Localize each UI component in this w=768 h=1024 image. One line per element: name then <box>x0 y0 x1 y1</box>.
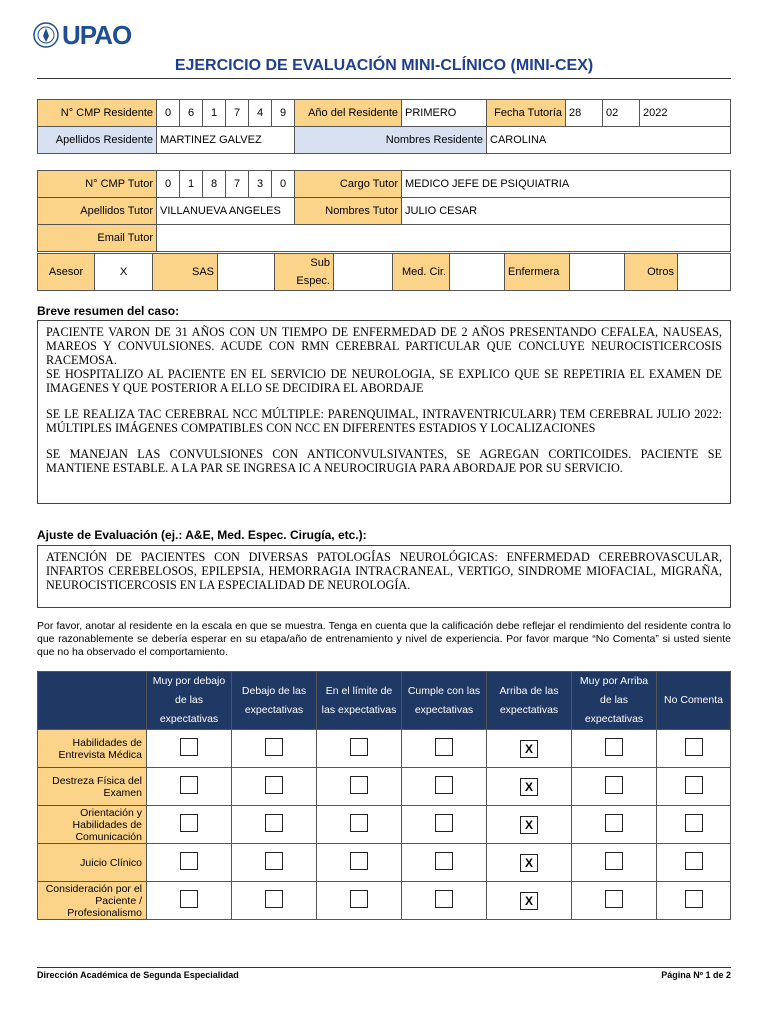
rating-checkbox[interactable] <box>435 738 453 756</box>
tutor-role-table <box>37 253 731 291</box>
rating-checkbox[interactable] <box>685 738 703 756</box>
rating-cell <box>147 844 232 882</box>
rating-checkbox[interactable] <box>605 890 623 908</box>
rating-cell <box>317 882 402 920</box>
tutor-names-value: JULIO CESAR <box>402 198 731 225</box>
rating-cell <box>572 768 657 806</box>
rating-cell <box>487 730 572 768</box>
rating-checkbox[interactable] <box>605 814 623 832</box>
rating-checkbox[interactable] <box>685 814 703 832</box>
tutor-cmp-label: N° CMP Tutor <box>38 171 157 198</box>
title-divider <box>37 78 731 79</box>
tutor-surnames-label: Apellidos Tutor <box>38 198 157 225</box>
footer-divider <box>37 967 731 968</box>
rating-row <box>38 806 731 844</box>
rating-column-header: Arriba de las expectativas <box>487 672 572 730</box>
rating-cell <box>147 730 232 768</box>
tutor-email-value <box>157 225 731 252</box>
rating-checkbox[interactable] <box>265 738 283 756</box>
tutor-cmp-digit: 1 <box>180 171 203 198</box>
rating-checkbox[interactable] <box>180 776 198 794</box>
rating-checkbox[interactable] <box>685 776 703 794</box>
rating-cell <box>232 806 317 844</box>
tutor-table <box>37 170 731 252</box>
rating-checkbox[interactable] <box>265 852 283 870</box>
rating-cell <box>657 806 731 844</box>
upao-logo <box>32 14 142 56</box>
rating-column-header: En el límite de las expectativas <box>317 672 402 730</box>
rating-cell <box>572 730 657 768</box>
resident-cmp-digit: 0 <box>157 100 180 127</box>
rating-checkbox[interactable] <box>350 814 368 832</box>
rating-checkbox[interactable] <box>180 814 198 832</box>
rating-column-header: Debajo de las expectativas <box>232 672 317 730</box>
rating-checkbox[interactable] <box>265 776 283 794</box>
resident-year-label: Año del Residente <box>295 100 402 127</box>
role-value <box>218 254 275 291</box>
rating-cell <box>487 882 572 920</box>
rating-checkbox[interactable] <box>350 852 368 870</box>
tutor-position-value: MEDICO JEFE DE PSIQUIATRIA <box>402 171 731 198</box>
rating-cell <box>572 844 657 882</box>
tutor-email-label: Email Tutor <box>38 225 157 252</box>
rating-checkbox[interactable] <box>605 776 623 794</box>
resident-cmp-digit: 9 <box>272 100 295 127</box>
rating-checkbox[interactable] <box>685 852 703 870</box>
rating-row <box>38 730 731 768</box>
rating-row-label: Orientación y Habilidades de Comunicación <box>38 806 147 844</box>
resident-year-value: PRIMERO <box>402 100 487 127</box>
tutor-cmp-digit: 0 <box>157 171 180 198</box>
rating-cell <box>317 730 402 768</box>
tutoring-date-day: 28 <box>566 100 603 127</box>
case-summary-box <box>37 320 731 504</box>
role-label: Med. Cir. <box>393 254 450 291</box>
resident-names-value: CAROLINA <box>487 127 731 154</box>
rating-checkbox[interactable]: X <box>520 854 538 872</box>
rating-cell <box>317 806 402 844</box>
rating-cell <box>232 730 317 768</box>
rating-cell <box>317 844 402 882</box>
role-label: Enfermera <box>505 254 570 291</box>
rating-column-header: Muy por Arriba de las expectativas <box>572 672 657 730</box>
rating-row-label: Juicio Clínico <box>38 844 147 882</box>
rating-checkbox[interactable] <box>435 852 453 870</box>
tutoring-date-year: 2022 <box>640 100 731 127</box>
rating-cell <box>402 768 487 806</box>
role-label: Asesor <box>38 254 95 291</box>
rating-cell <box>402 844 487 882</box>
tutor-names-label: Nombres Tutor <box>295 198 402 225</box>
logo-text: UPAO <box>62 19 132 50</box>
rating-cell <box>402 882 487 920</box>
role-value: X <box>95 254 153 291</box>
page-title: EJERCICIO DE EVALUACIÓN MINI-CLÍNICO (MINI-CEX) <box>174 57 594 74</box>
rating-checkbox[interactable] <box>180 852 198 870</box>
resident-cmp-digit: 1 <box>203 100 226 127</box>
rating-cell <box>487 806 572 844</box>
tutor-cmp-digit: 8 <box>203 171 226 198</box>
rating-row-label: Destreza Física del Examen <box>38 768 147 806</box>
footer-left: Dirección Académica de Segunda Especialidad <box>37 970 239 980</box>
rating-cell <box>572 806 657 844</box>
rating-column-header: Cumple con las expectativas <box>402 672 487 730</box>
rating-cell <box>572 882 657 920</box>
resident-surnames-label: Apellidos Residente <box>38 127 157 154</box>
resident-table <box>37 99 731 154</box>
rating-grid <box>37 671 731 920</box>
resident-cmp-digit: 4 <box>249 100 272 127</box>
summary-paragraph: PACIENTE VARON DE 31 AÑOS CON UN TIEMPO DE ENFERMEDAD DE 2 AÑOS PRESENTANDO CEFALEA, NAUSEAS, MAREOS Y CONVULSIONES. ACUDE CON RMN CEREBRAL PARTICULAR QUE CONCLUYE NEUROCISTICERCOSIS RACEMOSA. <box>46 325 722 367</box>
role-value <box>570 254 625 291</box>
rating-cell <box>487 844 572 882</box>
rating-cell <box>487 768 572 806</box>
rating-checkbox[interactable] <box>180 890 198 908</box>
resident-cmp-label: N° CMP Residente <box>38 100 157 127</box>
resident-cmp-digit: 7 <box>226 100 249 127</box>
rating-row-label: Consideración por el Paciente / Profesionalismo <box>38 882 147 920</box>
rating-cell <box>147 806 232 844</box>
rating-checkbox[interactable] <box>685 890 703 908</box>
rating-row-label: Habilidades de Entrevista Médica <box>38 730 147 768</box>
adjustment-text: ATENCIÓN DE PACIENTES CON DIVERSAS PATOLOGÍAS NEUROLÓGICAS: ENFERMEDAD CEREBROVASCULAR, INFARTOS CEREBELOSOS, EPILEPSIA, HEMORRAGIA INTRACRANEAL, VERTIGO, SINDROME MIOFACIAL, MIGRAÑA, NEUROCISTICERCOSIS EN LA ESPECIALIDAD DE NEUROLOGÍA. <box>46 550 722 592</box>
tutor-surnames-value: VILLANUEVA ANGELES <box>157 198 295 225</box>
rating-checkbox[interactable] <box>435 814 453 832</box>
rating-cell <box>317 768 402 806</box>
role-label: Otros <box>625 254 678 291</box>
summary-paragraph: SE HOSPITALIZO AL PACIENTE EN EL SERVICIO DE NEUROLOGIA, SE EXPLICO QUE SE REPETIRIA EL EXAMEN DE IMAGENES Y QUE POSTERIOR A ELLO SE DECIDIRA EL ABORDAJE <box>46 367 722 395</box>
rating-checkbox[interactable] <box>180 738 198 756</box>
rating-column-header: Muy por debajo de las expectativas <box>147 672 232 730</box>
rating-cell <box>657 768 731 806</box>
grid-corner <box>38 672 147 730</box>
tutor-position-label: Cargo Tutor <box>295 171 402 198</box>
tutoring-date-month: 02 <box>603 100 640 127</box>
rating-checkbox[interactable] <box>435 776 453 794</box>
rating-checkbox[interactable] <box>350 776 368 794</box>
rating-cell <box>232 768 317 806</box>
rating-cell <box>657 730 731 768</box>
summary-heading: Breve resumen del caso: <box>37 304 180 318</box>
university-seal-icon <box>32 16 60 54</box>
role-value <box>450 254 505 291</box>
tutoring-date-label: Fecha Tutoría <box>487 100 566 127</box>
role-label: SAS <box>153 254 218 291</box>
adjustment-box <box>37 545 731 608</box>
role-value <box>678 254 731 291</box>
rating-checkbox[interactable] <box>605 852 623 870</box>
rating-cell <box>147 768 232 806</box>
rating-checkbox[interactable] <box>350 890 368 908</box>
rating-row <box>38 844 731 882</box>
rating-cell <box>657 844 731 882</box>
tutor-cmp-digit: 0 <box>272 171 295 198</box>
tutor-cmp-digit: 3 <box>249 171 272 198</box>
adjustment-heading: Ajuste de Evaluación (ej.: A&E, Med. Espec. Cirugía, etc.): <box>37 528 367 542</box>
instructions-text: Por favor, anotar al residente en la escala en que se muestra. Tenga en cuenta que la calificación debe reflejar el rendimiento del residente contra lo que razonablemente se debería esperar en su etapa/año de entrenamiento y nivel de experiencia. Por favor marque “No Comenta” si usted siente que no ha observado el comportamiento. <box>37 620 731 658</box>
rating-checkbox[interactable]: X <box>520 740 538 758</box>
role-label: Sub Espec. <box>275 254 334 291</box>
rating-checkbox[interactable] <box>435 890 453 908</box>
role-value <box>334 254 393 291</box>
footer-page-number: Página Nº 1 de 2 <box>661 970 731 980</box>
rating-column-header: No Comenta <box>657 672 731 730</box>
rating-checkbox[interactable] <box>265 814 283 832</box>
rating-cell <box>402 730 487 768</box>
rating-cell <box>657 882 731 920</box>
resident-surnames-value: MARTINEZ GALVEZ <box>157 127 295 154</box>
rating-checkbox[interactable] <box>605 738 623 756</box>
rating-cell <box>232 882 317 920</box>
rating-row <box>38 768 731 806</box>
resident-cmp-digit: 6 <box>180 100 203 127</box>
rating-checkbox[interactable]: X <box>520 778 538 796</box>
rating-checkbox[interactable]: X <box>520 816 538 834</box>
rating-cell <box>232 844 317 882</box>
rating-row <box>38 882 731 920</box>
rating-checkbox[interactable] <box>265 890 283 908</box>
rating-checkbox[interactable]: X <box>520 892 538 910</box>
rating-cell <box>147 882 232 920</box>
rating-checkbox[interactable] <box>350 738 368 756</box>
resident-names-label: Nombres Residente <box>295 127 487 154</box>
tutor-cmp-digit: 7 <box>226 171 249 198</box>
rating-cell <box>402 806 487 844</box>
summary-paragraph: SE LE REALIZA TAC CEREBRAL NCC MÚLTIPLE: PARENQUIMAL, INTRAVENTRICULARR) TEM CEREBRAL JULIO 2022: MÚLTIPLES IMÁGENES COMPATIBLES CON NCC EN DIFERENTES ESTADIOS Y LOCALIZACIONES <box>46 407 722 435</box>
summary-paragraph: SE MANEJAN LAS CONVULSIONES CON ANTICONVULSIVANTES, SE AGREGAN CORTICOIDES. PACIENTE SE MANTIENE ESTABLE. A LA PAR SE INGRESA IC A NEUROCIRUGIA PARA ABORDAJE POR SU SERVICIO. <box>46 447 722 475</box>
